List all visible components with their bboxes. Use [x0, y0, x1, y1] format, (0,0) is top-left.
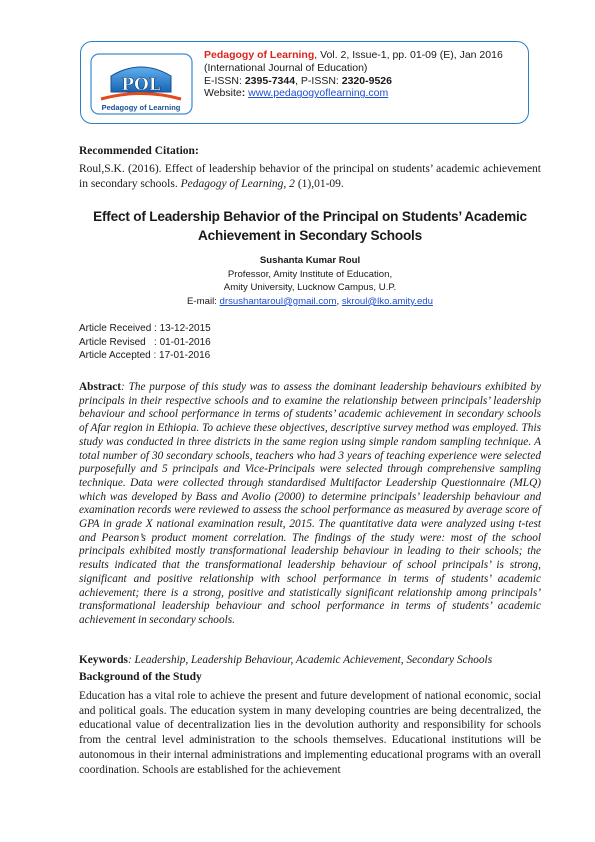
issn-line [204, 75, 524, 88]
citation-body: Roul,S.K. (2016). Effect of leadership behavior of the principal on students’ academic achievement in secondary schools. [79, 163, 541, 190]
logo-text: POL [121, 75, 161, 95]
keywords-text: : Leadership, Leadership Behaviour, Academic Achievement, Secondary Schools [127, 654, 493, 666]
author-affiliation: Amity University, Lucknow Campus, U.P. [223, 282, 397, 294]
abstract-label: Abstract [79, 381, 122, 393]
website-link[interactable]: www.pedagogyoflearning.com [248, 87, 389, 100]
issue-info: , Vol. 2, Issue-1, pp. 01-09 (E), Jan 2016 [314, 49, 503, 61]
background-heading: Background of the Study [79, 671, 202, 683]
keywords [79, 653, 541, 667]
author-block [79, 254, 541, 308]
keywords-label: Keywords [79, 654, 128, 666]
article-title [79, 207, 541, 245]
email-link-1[interactable]: drsushantaroul@gmail.com [219, 295, 337, 307]
background-text: Education has a vital role to achieve the present and future development of national economic, social and political goals. The education system in many developing countries are being decentralized, the educational value of decentralization lies in the devolution authority and responsibility for schools from the central level administration to the schools themselves. Educational institutions will be autonomous in their internal administrations and implementing educational programs with an overall coordination. Schools are established for the achievement [79, 690, 541, 776]
pissn-value: 2320-9526 [341, 74, 392, 87]
title-line-2: Achievement in Secondary Schools [197, 228, 422, 243]
citation-pages: (1),01-09. [294, 177, 344, 190]
logo-caption: Pedagogy of Learning [101, 103, 181, 112]
website-line [204, 87, 524, 100]
eissn-value: 2395-7344 [244, 74, 296, 87]
journal-name: Pedagogy of Learning [204, 49, 315, 61]
citation-text [79, 162, 541, 191]
eissn-label: E-ISSN: [204, 74, 245, 87]
author-position: Professor, Amity Institute of Education, [227, 268, 393, 280]
journal-header [80, 41, 529, 124]
website-colon: : [241, 87, 249, 100]
title-line-1: Effect of Leadership Behavior of the Principal on Students’ Academic [93, 209, 527, 224]
article-dates [79, 322, 541, 363]
pissn-label: , P-ISSN: [295, 74, 342, 87]
date-revised: Article Revised : 01-01-2016 [79, 336, 211, 348]
journal-logo [89, 52, 194, 116]
citation-journal: Pedagogy of Learning, 2 [180, 177, 295, 190]
date-received: Article Received : 13-12-2015 [79, 323, 211, 334]
website-label: Website [204, 87, 242, 100]
email-separator: , [336, 295, 342, 307]
journal-title-line [204, 49, 524, 62]
author-name: Sushanta Kumar Roul [259, 255, 361, 266]
recommended-citation-heading: Recommended Citation: [79, 145, 199, 157]
date-accepted: Article Accepted : 17-01-2016 [79, 350, 211, 361]
abstract [79, 381, 541, 628]
abstract-text: : The purpose of this study was to assess the dominant leadership behaviours exhibited by principals in their respective schools and to examine the relationship between principals’ leadership behaviour and school performance in terms of students’ academic achievement in secondary schools of Afar region in Ethiopia. To achieve these objectives, descriptive survey method was employed. This study was conducted in three districts in the same region using simple random sampling technique. A total number of 30 secondary schools, teachers who had 3 years of teaching experience were selected purposefully and 5 principals and Vice-Principals were selected through comprehensive sampling technique. Data were collected through standardised Multifactor Leadership Questionnaire (MLQ) which was developed by Bass and Avolio (2000) to determine principals’ leadership behaviour and examination records were reviewed to assess the school performance as measured by average score of GPA in grade X national examination result, 2015. The quantitative data were analyzed using t-test and Pearson’s product moment correlation. The findings of the study were: most of the school principals exhibited mostly transformational leadership behaviour in leading to their schools; the results indicated that the transformational leadership behaviour of school principals’ is strong, significant and positive relationship with school performance in terms of students’ academic achievement; there is a strong, positive and statistically significant relationship among principals’ transformational leadership behaviour and school performance in terms of students’ academic achievement in secondary schools. [79, 381, 541, 626]
journal-info [204, 49, 524, 100]
author-email-line [79, 295, 541, 309]
email-link-2[interactable]: skroul@lko.amity.edu [341, 295, 433, 307]
journal-subtitle: (International Journal of Education) [204, 61, 368, 74]
email-label: E-mail: [187, 295, 220, 307]
